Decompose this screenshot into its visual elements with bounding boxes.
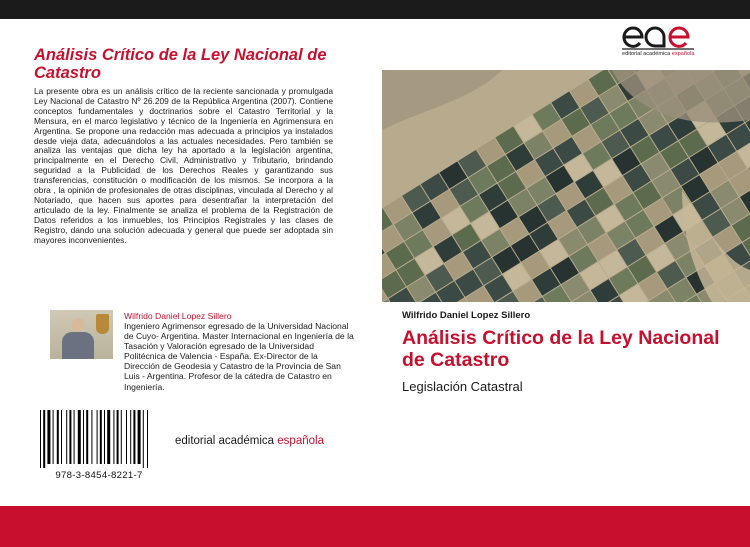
barcode-bar — [86, 410, 88, 464]
barcode-bar — [104, 410, 105, 464]
author-bio-name: Wilfrido Daniel Lopez Sillero — [124, 311, 232, 321]
barcode-bar — [66, 410, 67, 464]
aerial-fields-image — [382, 70, 750, 302]
barcode-bar — [69, 410, 71, 464]
barcode-bar — [78, 410, 81, 464]
barcode-bar — [107, 410, 110, 464]
barcode-bar — [113, 410, 114, 464]
isbn-number: 978-3-8454-8221-7 — [55, 470, 143, 481]
barcode-bar — [143, 410, 144, 468]
publisher-accent-text: española — [277, 435, 324, 447]
front-title: Análisis Crítico de la Ley Nacional de Catastro — [402, 327, 720, 371]
publisher-name-back — [175, 435, 324, 447]
barcode-bar — [126, 410, 127, 464]
barcode-bar — [53, 410, 54, 464]
barcode-bar — [97, 410, 98, 464]
barcode-bar — [47, 410, 50, 464]
front-author: Wilfrido Daniel Lopez Sillero — [402, 310, 531, 321]
cover-aerial-photo — [382, 70, 750, 302]
barcode-bar — [40, 410, 41, 468]
barcode — [34, 404, 164, 486]
author-head-shape — [72, 318, 84, 332]
back-cover-title: Análisis Crítico de la Ley Nacional de Catastro — [34, 46, 327, 82]
author-body-shape — [62, 332, 94, 359]
barcode-bar — [91, 410, 92, 464]
author-bio: Ingeniero Agrimensor egresado de la Universidad Nacional de Cuyo- Argentina. Master Internacional en Ingeniería de la Tasación y Valoración egresado de la Universidad Politécnica de Valencia - España. Ex-Director de la Dirección de Geodesia y Catastro de la Provincia de San Luis - Argentina. Profesor de la cátedra de Catastro en Ingeniería. — [124, 321, 354, 392]
barcode-bar — [138, 410, 141, 464]
barcode-bar — [43, 410, 45, 468]
barcode-bar — [130, 410, 131, 464]
barcode-bar — [57, 410, 59, 464]
top-bar — [0, 0, 750, 19]
barcode-bar — [74, 410, 75, 464]
front-subtitle: Legislación Catastral — [402, 379, 523, 394]
barcode-bars — [36, 410, 162, 468]
barcode-bar — [61, 410, 62, 464]
back-cover-blurb: La presente obra es un análisis crítico de la reciente sancionada y promulgada Ley Nacional de Catastro Nº 26.209 de la República Argentina (2007). Contiene conceptos fundamentales y doctrinarios sobre el Catastro Territorial y la Mensura, en el marco legislativo y técnico de la Ingeniería en Agrimensura en Argentina. Se propone una redacción mas adecuada a principios ya instalados desde vieja data, adecuándolos a las actuales necesidades. Pero también se analiza las ventajas que dicha ley ha aportado a la legislación argentina, principalmente en el Derecho Civil, Administrativo y Tributario, brindando seguridad a la Publicidad de los Derechos Reales y garantizando sus transferencias, constitución o modificación de los mismos. Se incorpora a la obra , la opinión de profesionales de otras disciplinas, vinculada al Derecho y al Notariado, que hacen sus aportes para desentrañar la interpretación del articulado de la ley. Finalmente se analiza el problema de la Registración de Datos referidos a los inmuebles, los Principios Registrales y las clases de Registro, dando una solución adecuada y general que puede ser adoptada sin mayores inconvenientes. — [34, 86, 333, 245]
barcode-bar — [147, 410, 148, 468]
logo-caption-main: editorial académica — [622, 51, 672, 57]
logo-caption — [622, 51, 712, 57]
logo-caption-accent: española — [671, 51, 695, 57]
publisher-main-text: editorial académica — [175, 435, 278, 447]
barcode-bar — [121, 410, 122, 464]
barcode-bar — [117, 410, 119, 464]
barcode-bar — [83, 410, 84, 464]
barcode-bar — [100, 410, 102, 464]
author-photo — [50, 310, 113, 359]
barcode-bar — [133, 410, 135, 464]
bottom-bar — [0, 506, 750, 547]
crest-shape — [96, 314, 109, 334]
